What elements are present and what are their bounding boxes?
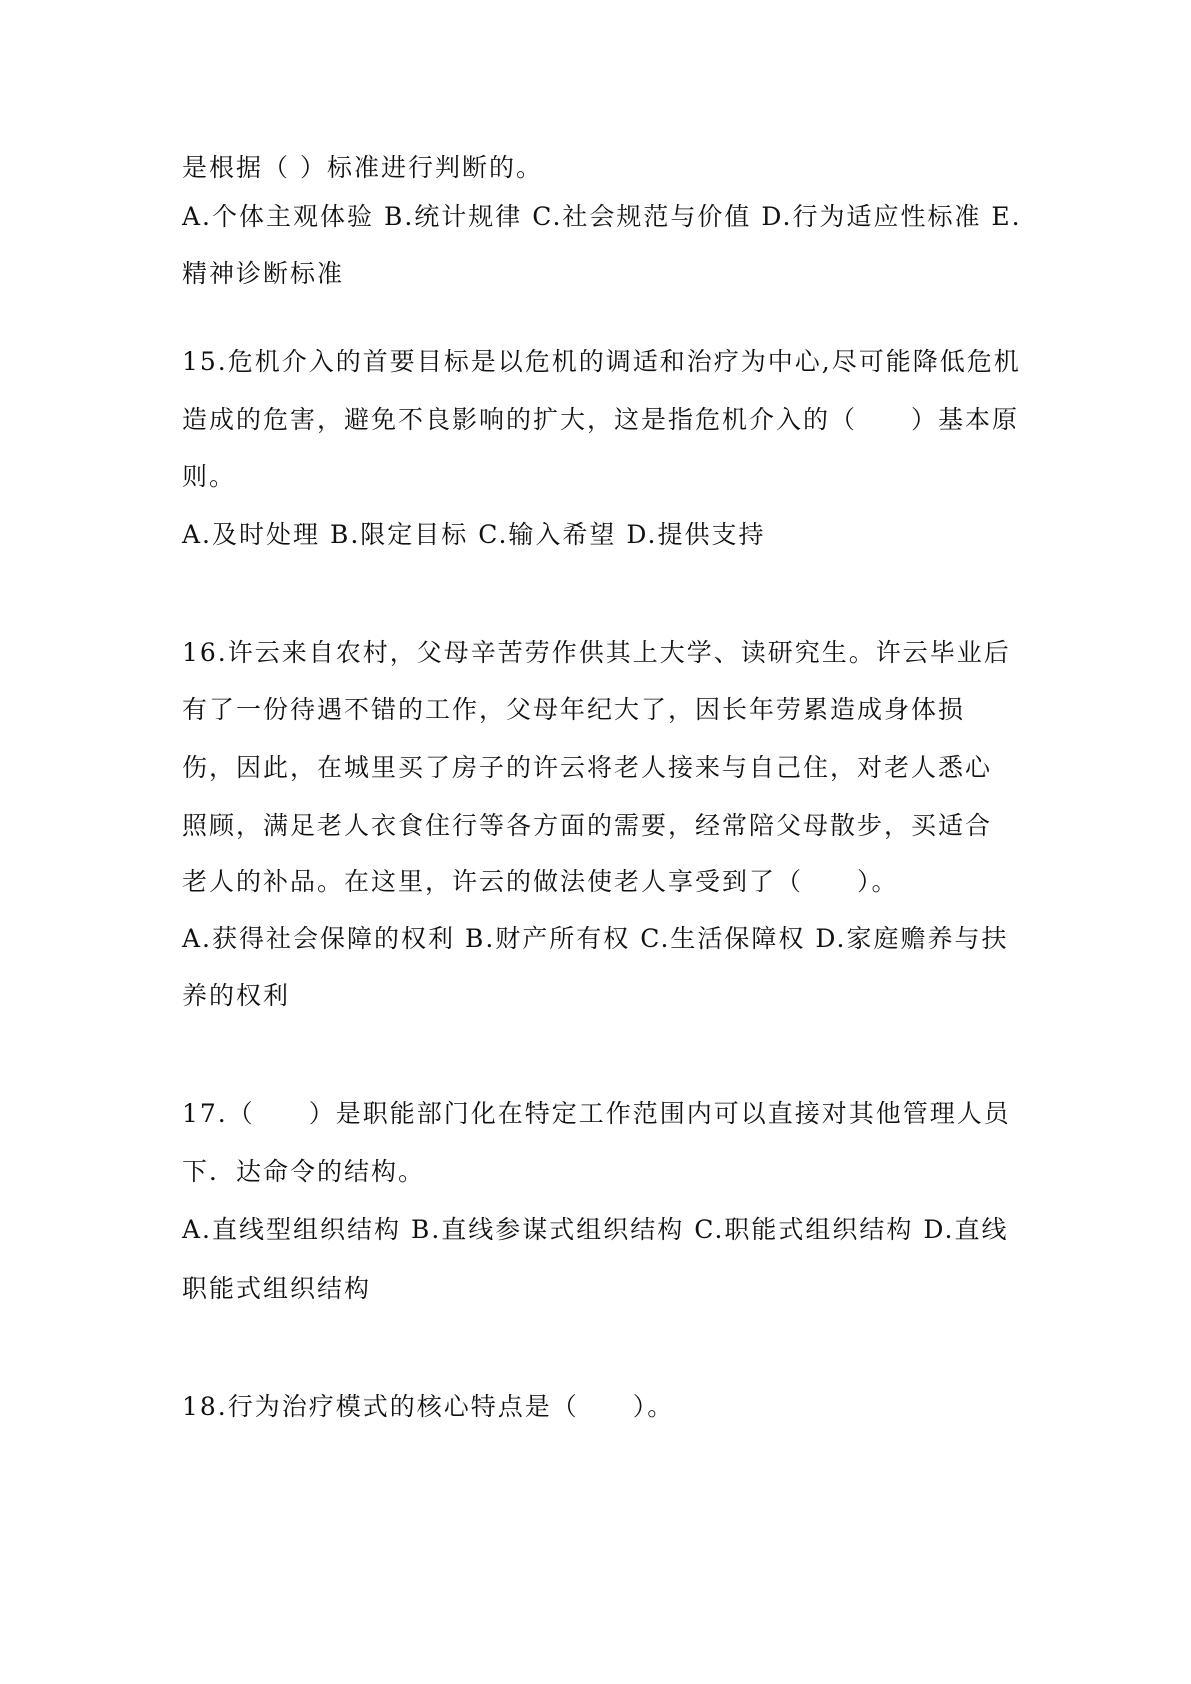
question-17-line: 下．达命令的结构。 xyxy=(182,1157,426,1186)
question-16-line: 伤，因此，在城里买了房子的许云将老人接来与自己住，对老人悉心 xyxy=(182,753,993,782)
text-line: 是根据（ ）标准进行判断的。 xyxy=(182,153,543,182)
question-16-line: 照顾，满足老人衣食住行等各方面的需要，经常陪父母散步，买适合 xyxy=(182,811,993,840)
question-16-line: 有了一份待遇不错的工作，父母年纪大了，因长年劳累造成身体损 xyxy=(182,695,966,724)
question-17-line: 17.（ ）是职能部门化在特定工作范围内可以直接对其他管理人员 xyxy=(182,1099,1011,1128)
question-15-line: 造成的危害，避免不良影响的扩大，这是指危机介入的（ ）基本原 xyxy=(182,405,1020,434)
question-15-line: 15.危机介入的首要目标是以危机的调适和治疗为中心,尽可能降低危机 xyxy=(182,347,1021,376)
answer-options-line: A.直线型组织结构 B.直线参谋式组织结构 C.职能式组织结构 D.直线 xyxy=(182,1215,1009,1244)
question-16-line: 16.许云来自农村，父母辛苦劳作供其上大学、读研究生。许云毕业后 xyxy=(182,638,1011,667)
question-16-line: 老人的补品。在这里，许云的做法使老人享受到了（ ）。 xyxy=(182,867,899,896)
answer-options-line: 精神诊断标准 xyxy=(182,259,345,288)
question-15-line: 则。 xyxy=(182,462,237,491)
answer-options-line: 养的权利 xyxy=(182,981,291,1010)
question-18-line: 18.行为治疗模式的核心特点是（ ）。 xyxy=(182,1392,675,1421)
answer-options-line: A.及时处理 B.限定目标 C.输入希望 D.提供支持 xyxy=(182,520,766,549)
answer-options-line: A.获得社会保障的权利 B.财产所有权 C.生活保障权 D.家庭赡养与扶 xyxy=(182,924,1009,953)
answer-options-line: 职能式组织结构 xyxy=(182,1274,372,1303)
answer-options-line: A.个体主观体验 B.统计规律 C.社会规范与价值 D.行为适应性标准 E. xyxy=(182,202,1022,231)
